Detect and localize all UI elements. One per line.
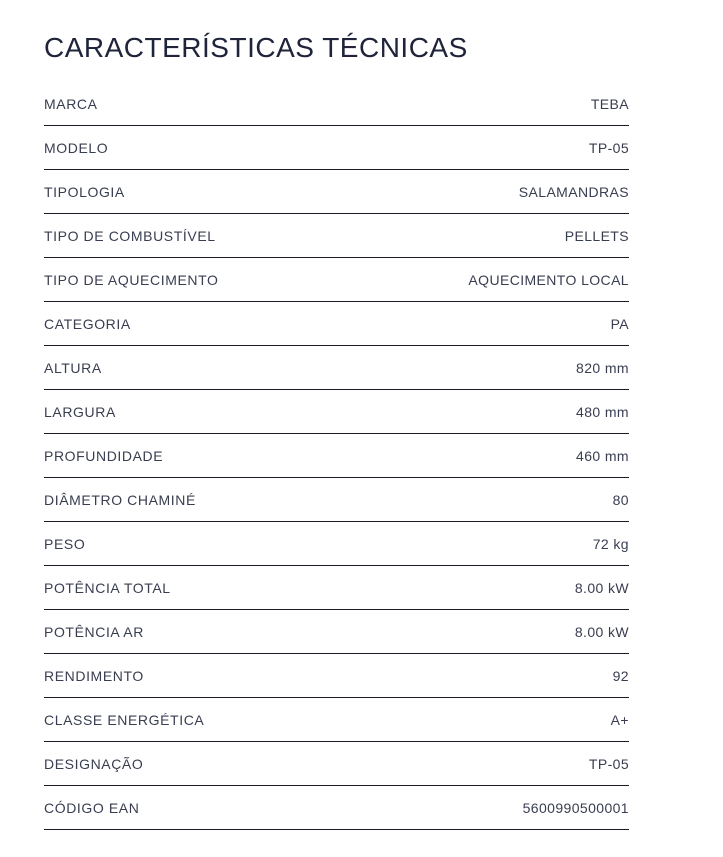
table-row bbox=[44, 214, 629, 258]
row-value: PA bbox=[610, 315, 629, 332]
table-row bbox=[44, 698, 629, 742]
row-value: TEBA bbox=[590, 95, 629, 112]
table-row bbox=[44, 742, 629, 786]
row-label: POTÊNCIA AR bbox=[44, 623, 144, 640]
table-row bbox=[44, 478, 629, 522]
table-row bbox=[44, 390, 629, 434]
row-label: ALTURA bbox=[44, 359, 102, 376]
row-value: 8.00 kW bbox=[574, 579, 629, 596]
table-row bbox=[44, 126, 629, 170]
row-value: 92 bbox=[612, 667, 629, 684]
row-label: CATEGORIA bbox=[44, 315, 131, 332]
row-value: 8.00 kW bbox=[574, 623, 629, 640]
table-row bbox=[44, 302, 629, 346]
table-row bbox=[44, 346, 629, 390]
row-value: 80 bbox=[612, 491, 629, 508]
row-label: POTÊNCIA TOTAL bbox=[44, 579, 171, 596]
row-label: DIÂMETRO CHAMINÉ bbox=[44, 491, 196, 508]
table-row bbox=[44, 610, 629, 654]
row-value: 5600990500001 bbox=[522, 799, 629, 816]
row-value: TP-05 bbox=[588, 755, 629, 772]
row-label: PROFUNDIDADE bbox=[44, 447, 164, 464]
row-value: 480 mm bbox=[576, 403, 629, 420]
specs-section bbox=[44, 0, 629, 830]
row-label: CLASSE ENERGÉTICA bbox=[44, 711, 205, 728]
row-value: 460 mm bbox=[576, 447, 629, 464]
row-label: LARGURA bbox=[44, 403, 116, 420]
table-row bbox=[44, 786, 629, 830]
row-value: 72 kg bbox=[592, 535, 629, 552]
row-value: A+ bbox=[610, 711, 629, 728]
table-row bbox=[44, 82, 629, 126]
table-row bbox=[44, 258, 629, 302]
row-value: SALAMANDRAS bbox=[518, 183, 629, 200]
table-row bbox=[44, 522, 629, 566]
row-label: MARCA bbox=[44, 95, 98, 112]
row-label: DESIGNAÇÃO bbox=[44, 755, 144, 772]
row-value: AQUECIMENTO LOCAL bbox=[468, 271, 629, 288]
row-label: TIPOLOGIA bbox=[44, 183, 125, 200]
row-label: TIPO DE COMBUSTÍVEL bbox=[44, 227, 216, 244]
table-row bbox=[44, 566, 629, 610]
page-title: CARACTERÍSTICAS TÉCNICAS bbox=[44, 32, 468, 63]
row-value: TP-05 bbox=[588, 139, 629, 156]
row-label: CÓDIGO EAN bbox=[44, 799, 140, 816]
row-label: RENDIMENTO bbox=[44, 667, 144, 684]
row-label: TIPO DE AQUECIMENTO bbox=[44, 271, 219, 288]
table-row bbox=[44, 654, 629, 698]
specs-table bbox=[44, 82, 629, 830]
table-row bbox=[44, 170, 629, 214]
row-value: PELLETS bbox=[564, 227, 629, 244]
row-label: MODELO bbox=[44, 139, 109, 156]
table-row bbox=[44, 434, 629, 478]
row-value: 820 mm bbox=[576, 359, 629, 376]
row-label: PESO bbox=[44, 535, 86, 552]
